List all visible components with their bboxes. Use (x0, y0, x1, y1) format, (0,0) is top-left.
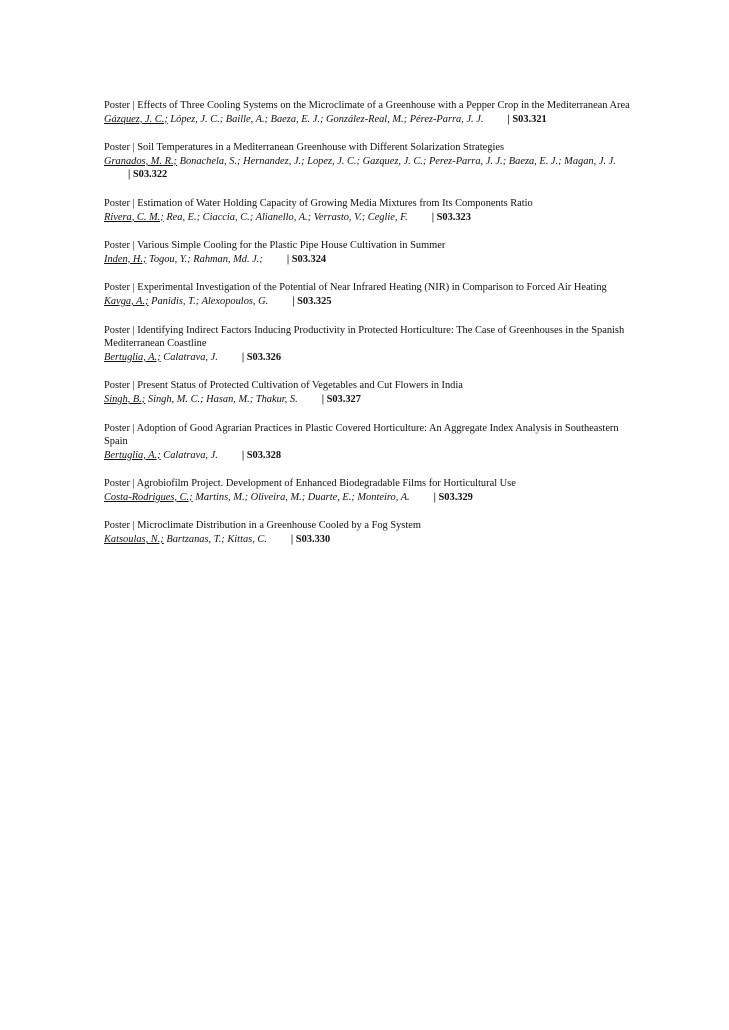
poster-entry-s03-324 (104, 239, 644, 266)
poster-title: Poster | Adoption of Good Agrarian Practices in Plastic Covered Horticulture: An Aggregate Index Analysis in Southeastern Spain (104, 422, 619, 448)
poster-authors (104, 113, 644, 127)
poster-title: Poster | Microclimate Distribution in a Greenhouse Cooled by a Fog System (104, 520, 421, 532)
poster-authors (104, 155, 644, 182)
first-author: Granados, M. R.; (104, 155, 178, 167)
poster-list (104, 99, 644, 562)
poster-authors (104, 351, 644, 365)
poster-code: | S03.328 (241, 449, 282, 461)
poster-code: | S03.329 (433, 491, 473, 503)
other-authors: Rea, E.; Ciaccia, C.; Alianello, A.; Verrasto, V.; Ceglie, F. (163, 211, 408, 223)
other-authors: Martins, M.; Oliveira, M.; Duarte, E.; Monteiro, A. (192, 491, 410, 503)
poster-entry-s03-329 (104, 477, 644, 504)
poster-title: Poster | Experimental Investigation of the Potential of Near Infrared Heating (NIR) in Comparison to Forced Air Heating (104, 282, 607, 294)
poster-title: Poster | Identifying Indirect Factors Inducing Productivity in Protected Horticulture: The Case of Greenhouses in the Spanish Mediterranean Coastline (104, 324, 625, 350)
poster-title: Poster | Present Status of Protected Cultivation of Vegetables and Cut Flowers in India (104, 380, 463, 392)
poster-authors (104, 211, 644, 225)
poster-authors (104, 253, 644, 267)
poster-code: | S03.327 (321, 393, 361, 405)
other-authors: Singh, M. C.; Hasan, M.; Thakur, S. (145, 393, 298, 405)
other-authors: Calatrava, J. (160, 449, 218, 461)
poster-entry-s03-330 (104, 519, 644, 546)
poster-authors (104, 449, 644, 463)
first-author: Rivera, C. M.; (104, 211, 164, 223)
poster-entry-s03-321 (104, 99, 644, 126)
other-authors: Panidis, T.; Alexopoulos, G. (148, 295, 269, 307)
poster-title: Poster | Effects of Three Cooling Systems on the Microclimate of a Greenhouse with a Pepper Crop in the Mediterranean Area (104, 100, 630, 111)
poster-authors (104, 533, 644, 547)
other-authors: Calatrava, J. (160, 351, 218, 363)
other-authors: López, J. C.; Baille, A.; Baeza, E. J.; González-Real, M.; Pérez-Parra, J. J. (167, 113, 484, 125)
first-author: Katsoulas, N.; (104, 534, 164, 546)
poster-authors (104, 393, 644, 407)
poster-entry-s03-326 (104, 324, 644, 365)
first-author: Kavga, A.; (104, 295, 149, 307)
first-author: Bertuglia, A.; (104, 449, 161, 461)
first-author: Singh, B.; (104, 393, 146, 405)
poster-code: | S03.326 (241, 351, 282, 363)
other-authors: Bartzanas, T.; Kittas, C. (163, 534, 267, 546)
other-authors: Togou, Y.; Rahman, Md. J.; (146, 253, 263, 265)
poster-code: | S03.324 (286, 253, 327, 265)
poster-code: | S03.321 (507, 113, 547, 125)
poster-entry-s03-322 (104, 141, 644, 182)
first-author: Bertuglia, A.; (104, 351, 161, 363)
first-author: Gázquez, J. C.; (104, 113, 168, 125)
poster-title: Poster | Agrobiofilm Project. Development of Enhanced Biodegradable Films for Horticultural Use (104, 478, 516, 490)
poster-code: | S03.323 (431, 211, 471, 223)
poster-entry-s03-327 (104, 379, 644, 406)
poster-code: | S03.322 (128, 169, 168, 181)
poster-authors (104, 491, 644, 505)
poster-entry-s03-325 (104, 281, 644, 308)
poster-authors (104, 295, 644, 309)
poster-code: | S03.330 (290, 534, 331, 546)
poster-title: Poster | Various Simple Cooling for the Plastic Pipe House Cultivation in Summer (104, 240, 446, 252)
poster-entry-s03-328 (104, 422, 644, 463)
other-authors: Bonachela, S.; Hernandez, J.; Lopez, J. C.; Gazquez, J. C.; Perez-Parra, J. J.; Baeza, E. J.; Magan, J. J. (177, 155, 616, 167)
first-author: Inden, H.; (104, 253, 147, 265)
poster-entry-s03-323 (104, 197, 644, 224)
poster-code: | S03.325 (292, 295, 332, 307)
poster-title: Poster | Estimation of Water Holding Capacity of Growing Media Mixtures from Its Components Ratio (104, 197, 533, 209)
poster-title: Poster | Soil Temperatures in a Mediterranean Greenhouse with Different Solarization Strategies (104, 142, 505, 154)
first-author: Costa-Rodrigues, C.; (104, 491, 193, 503)
